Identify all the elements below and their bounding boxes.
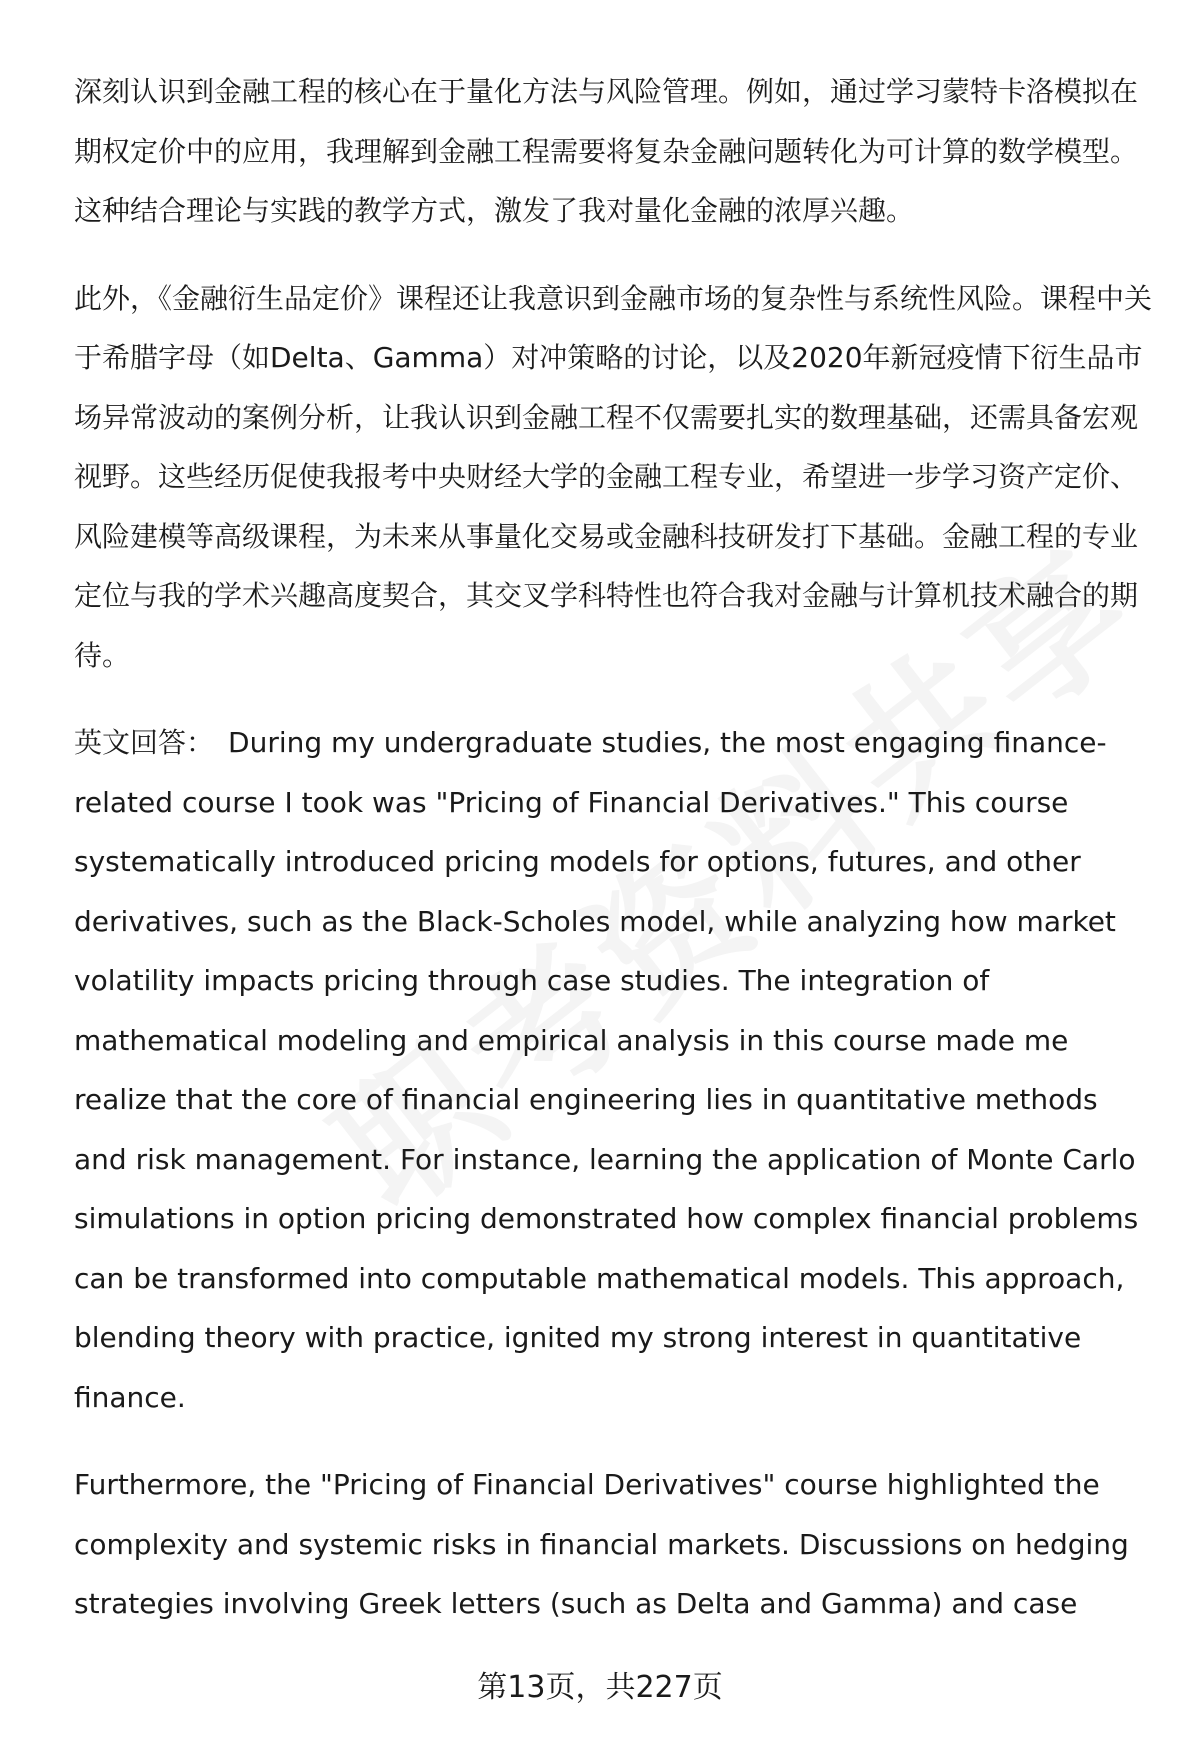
paragraph-zh-furthermore: 此外，《金融衍生品定价》课程还让我意识到金融市场的复杂性与系统性风险。课程中关于希腊字母（如Delta、Gamma）对冲策略的讨论，以及2020年新冠疫情下衍生品市场异常波动的案例分析，让我认识到金融工程不仅需要扎实的数理基础，还需具备宏观视野。这些经历促使我报考中央财经大学的金融工程专业，希望进一步学习资产定价、风险建模等高级课程，为未来从事量化交易或金融科技研发打下基础。金融工程的专业定位与我的学术兴趣高度契合，其交叉学科特性也符合我对金融与计算机技术融合的期待。 [74,281,1153,672]
page-number: 第13页，共227页 [477,1670,723,1705]
english-answer-text: During my undergraduate studies, the most engaging finance-related course I took was "Pricing of Financial Derivatives." This course systematically introduced pricing models for options, futures, and other derivatives, such as the Black-Scholes model, while analyzing how market volatility impacts pricing through case studies. The integration of mathematical modeling and empirical analysis in this course made me realize that the core of financial engineering lies in quantitative methods and risk management. For instance, learning the application of Monte Carlo simulations in option pricing demonstrated how complex financial problems can be transformed into computable mathematical models. This approach, blending theory with practice, ignited my strong interest in quantitative finance. [74,726,1139,1414]
paragraph-gap [74,241,1154,269]
paragraph-gap [74,1427,1154,1455]
english-answer-label: 英文回答： [74,726,215,759]
paragraph-en-answer [74,713,1154,1427]
paragraph-en-furthermore: Furthermore, the "Pricing of Financial Derivatives" course highlighted the complexity and systemic risks in financial markets. Discussions on hedging strategies involving Greek letters (such as Delta and Gamma) and case [74,1468,1129,1620]
paragraph-zh-continuation: 深刻认识到金融工程的核心在于量化方法与风险管理。例如，通过学习蒙特卡洛模拟在期权定价中的应用，我理解到金融工程需要将复杂金融问题转化为可计算的数学模型。这种结合理论与实践的教学方式，激发了我对量化金融的浓厚兴趣。 [74,75,1139,227]
document-body [74,62,1154,1634]
paragraph-gap [74,685,1154,713]
